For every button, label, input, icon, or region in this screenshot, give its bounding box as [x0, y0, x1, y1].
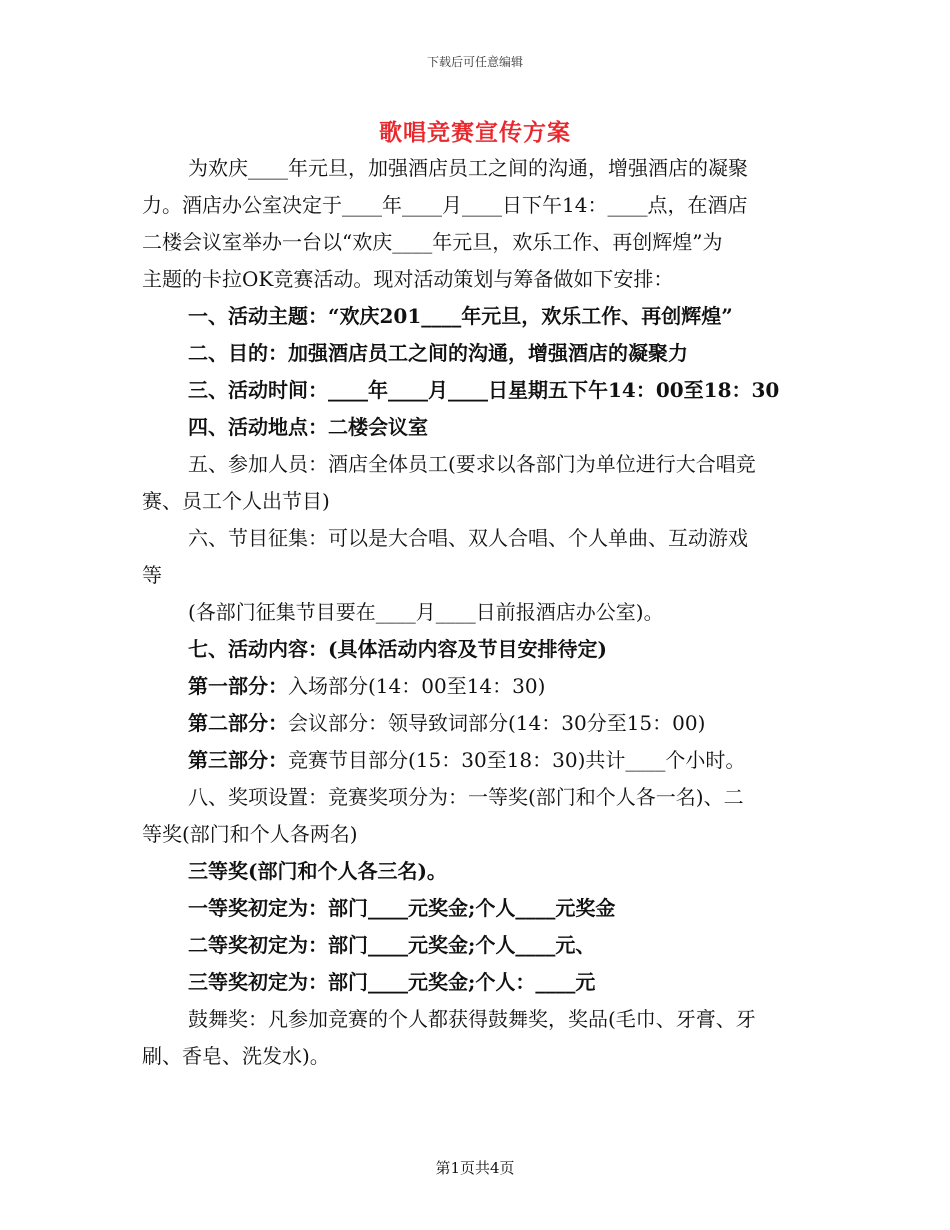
item-participants-line-1: 五、参加人员：酒店全体员工(要求以各部门为单位进行大合唱竞 — [188, 452, 756, 476]
intro-line-2: 力。酒店办公室决定于____年____月____日下午14：____点，在酒店 — [142, 193, 748, 217]
part-2-text: 会议部分：领导致词部分(14：30分至15：00) — [288, 711, 706, 735]
item-awards-line-2: 等奖(部门和个人各两名) — [142, 822, 358, 846]
document-title: 歌唱竞赛宣传方案 — [379, 119, 571, 146]
encouragement-award-line-1: 鼓舞奖：凡参加竞赛的个人都获得鼓舞奖，奖品(毛巾、牙膏、牙 — [188, 1007, 756, 1031]
page-number: 第1页共4页 — [435, 1159, 515, 1177]
part-1-label: 第一部分： — [188, 674, 288, 698]
item-programs-note: (各部门征集节目要在____月____日前报酒店办公室)。 — [188, 600, 664, 624]
item-time: 三、活动时间：____年____月____日星期五下午14：00至18：30 — [188, 378, 780, 402]
item-programs-line-2: 等 — [142, 563, 162, 587]
encouragement-award-line-2: 刷、香皂、洗发水)。 — [142, 1044, 330, 1068]
part-3 — [142, 742, 814, 779]
item-location: 四、活动地点：二楼会议室 — [188, 415, 428, 439]
part-1 — [142, 668, 814, 705]
first-prize-amount: 一等奖初定为：部门____元奖金;个人____元奖金 — [188, 896, 616, 920]
part-3-text: 竞赛节目部分(15：30至18：30)共计____个小时。 — [288, 748, 746, 772]
intro-line-4: 主题的卡拉OK竞赛活动。现对活动策划与筹备做如下安排： — [142, 267, 674, 291]
page-header-note: 下载后可任意编辑 — [426, 55, 523, 69]
third-prize-amount: 三等奖初定为：部门____元奖金;个人：____元 — [188, 970, 596, 994]
part-1-text: 入场部分(14：00至14：30) — [288, 674, 546, 698]
item-purpose: 二、目的：加强酒店员工之间的沟通，增强酒店的凝聚力 — [188, 341, 688, 365]
part-2 — [142, 705, 814, 742]
item-participants-line-2: 赛、员工个人出节目) — [142, 489, 330, 513]
intro-line-3: 二楼会议室举办一台以“欢庆____年元旦，欢乐工作、再创辉煌”为 — [142, 230, 723, 254]
second-prize-amount: 二等奖初定为：部门____元奖金;个人____元、 — [188, 933, 596, 957]
document-body — [142, 150, 814, 1075]
item-programs-line-1: 六、节目征集：可以是大合唱、双人合唱、个人单曲、互动游戏 — [188, 526, 748, 550]
item-content: 七、活动内容：(具体活动内容及节目安排待定) — [188, 637, 607, 661]
third-prize-note: 三等奖(部门和个人各三名)。 — [188, 859, 447, 883]
intro-line-1: 为欢庆____年元旦，加强酒店员工之间的沟通，增强酒店的凝聚 — [188, 156, 748, 180]
item-awards-line-1: 八、奖项设置：竞赛奖项分为：一等奖(部门和个人各一名)、二 — [188, 785, 744, 809]
part-2-label: 第二部分： — [188, 711, 288, 735]
part-3-label: 第三部分： — [188, 748, 288, 772]
item-theme: 一、活动主题：“欢庆201____年元旦，欢乐工作、再创辉煌” — [188, 304, 733, 328]
